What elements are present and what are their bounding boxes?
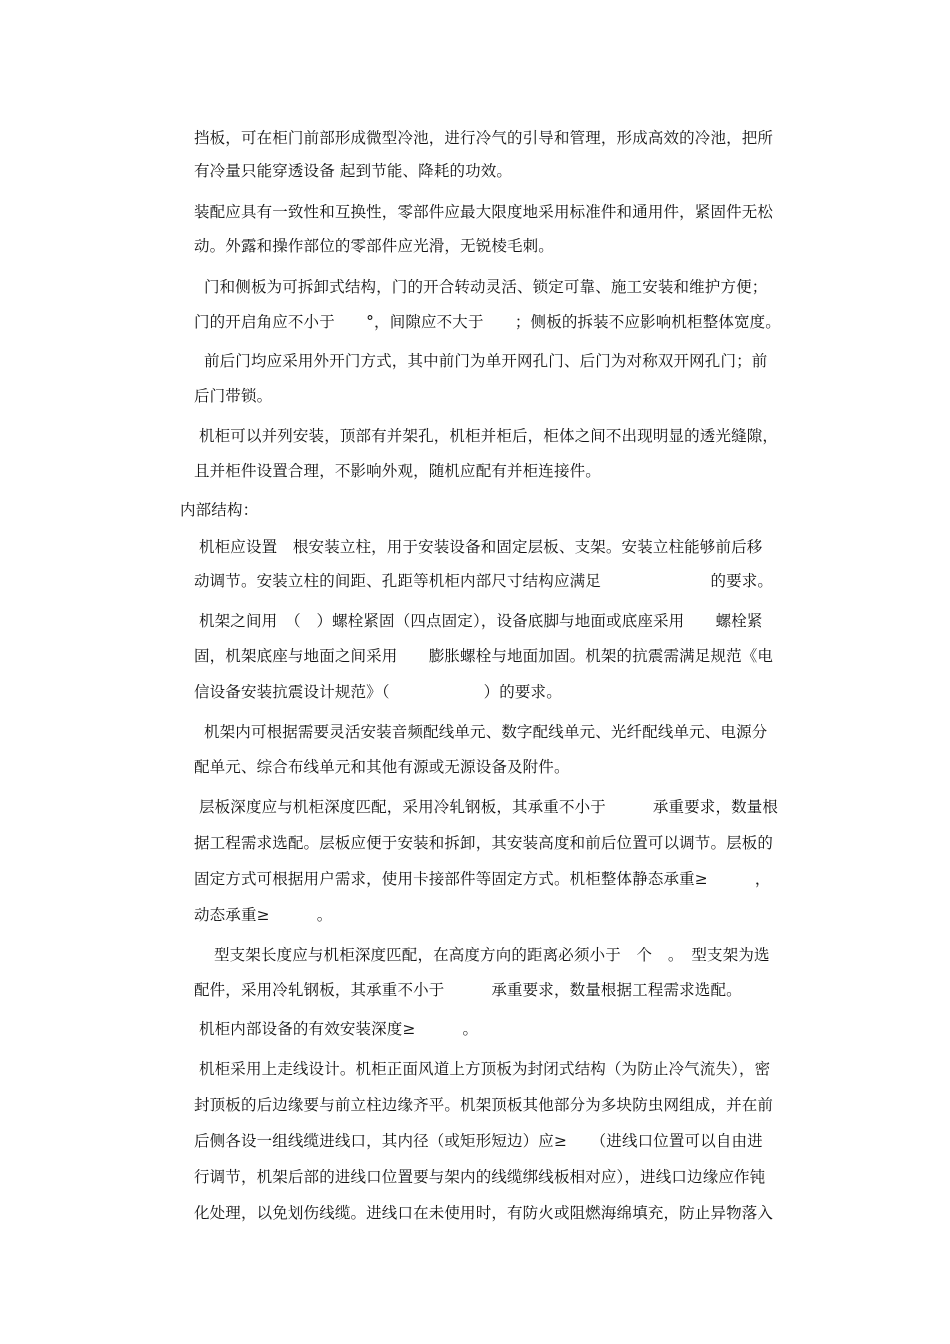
text-line: 行调节，机架后部的进线口位置要与架内的线缆绑线板相对应），进线口边缘应作钝 xyxy=(194,1168,766,1186)
text-line: 动。外露和操作部位的零部件应光滑，无锐棱毛刺。 xyxy=(194,237,554,255)
text-line: 信设备安装抗震设计规范》（ ）的要求。 xyxy=(194,683,562,701)
text-line: 装配应具有一致性和互换性，零部件应最大限度地采用标准件和通用件，紧固件无松 xyxy=(194,203,774,221)
text-line: 机柜采用上走线设计。机柜正面风道上方顶板为封闭式结构（为防止冷气流失），密 xyxy=(199,1060,771,1078)
text-line: 机架内可根据需要灵活安装音频配线单元、数字配线单元、光纤配线单元、电源分 xyxy=(204,723,768,741)
text-line: 且并柜件设置合理，不影响外观，随机应配有并柜连接件。 xyxy=(194,462,601,480)
text-line: 封顶板的后边缘要与前立柱边缘齐平。机架顶板其他部分为多块防虫网组成，并在前 xyxy=(194,1096,774,1114)
text-line: 机柜可以并列安装，顶部有并架孔，机柜并柜后，柜体之间不出现明显的透光缝隙， xyxy=(199,427,779,445)
text-line: 动态承重≥ 。 xyxy=(194,906,333,924)
text-line: 动调节。安装立柱的间距、孔距等机柜内部尺寸结构应满足 的要求。 xyxy=(194,572,774,590)
text-line: 化处理，以免划伤线缆。进线口在未使用时，有防火或阻燃海绵填充，防止异物落入 xyxy=(194,1204,774,1222)
text-line: 后侧各设一组线缆进线口，其内径（或矩形短边）应≥ （进线口位置可以自由进 xyxy=(194,1132,763,1150)
text-line: 机柜应设置 根安装立柱，用于安装设备和固定层板、支架。安装立柱能够前后移 xyxy=(199,538,763,556)
text-line: 挡板，可在柜门前部形成微型冷池，进行冷气的引导和管理，形成高效的冷池，把所 xyxy=(194,129,774,147)
text-line: 配单元、综合布线单元和其他有源或无源设备及附件。 xyxy=(194,758,570,776)
text-line: 有冷量只能穿透设备 起到节能、降耗的功效。 xyxy=(194,162,513,180)
text-line: 机柜内部设备的有效安装深度≥ 。 xyxy=(199,1020,479,1038)
text-line: 固定方式可根据用户需求，使用卡接部件等固定方式。机柜整体静态承重≥ ， xyxy=(194,870,771,888)
text-line: 层板深度应与机柜深度匹配，采用冷轧钢板，其承重不小于 承重要求，数量根 xyxy=(199,798,779,816)
text-line: 型支架长度应与机柜深度匹配，在高度方向的距离必须小于 个 。 型支架为选 xyxy=(214,946,770,964)
text-line: 据工程需求选配。层板应便于安装和拆卸，其安装高度和前后位置可以调节。层板的 xyxy=(194,834,774,852)
text-line: 门的开启角应不小于 °，间隙应不大于 ；侧板的拆装不应影响机柜整体宽度。 xyxy=(194,313,781,331)
text-line: 门和侧板为可拆卸式结构，门的开合转动灵活、锁定可靠、施工安装和维护方便； xyxy=(204,278,768,296)
text-line: 前后门均应采用外开门方式，其中前门为单开网孔门、后门为对称双开网孔门；前 xyxy=(204,352,768,370)
text-line: 固，机架底座与地面之间采用 膨胀螺栓与地面加固。机架的抗震需满足规范《电 xyxy=(194,647,774,665)
text-line: 配件，采用冷轧钢板，其承重不小于 承重要求，数量根据工程需求选配。 xyxy=(194,981,742,999)
text-line: 后门带锁。 xyxy=(194,387,273,405)
text-line: 机架之间用 （ ）螺栓紧固（四点固定），设备底脚与地面或底座采用 螺栓紧 xyxy=(199,612,763,630)
section-heading: 内部结构： xyxy=(180,501,259,519)
